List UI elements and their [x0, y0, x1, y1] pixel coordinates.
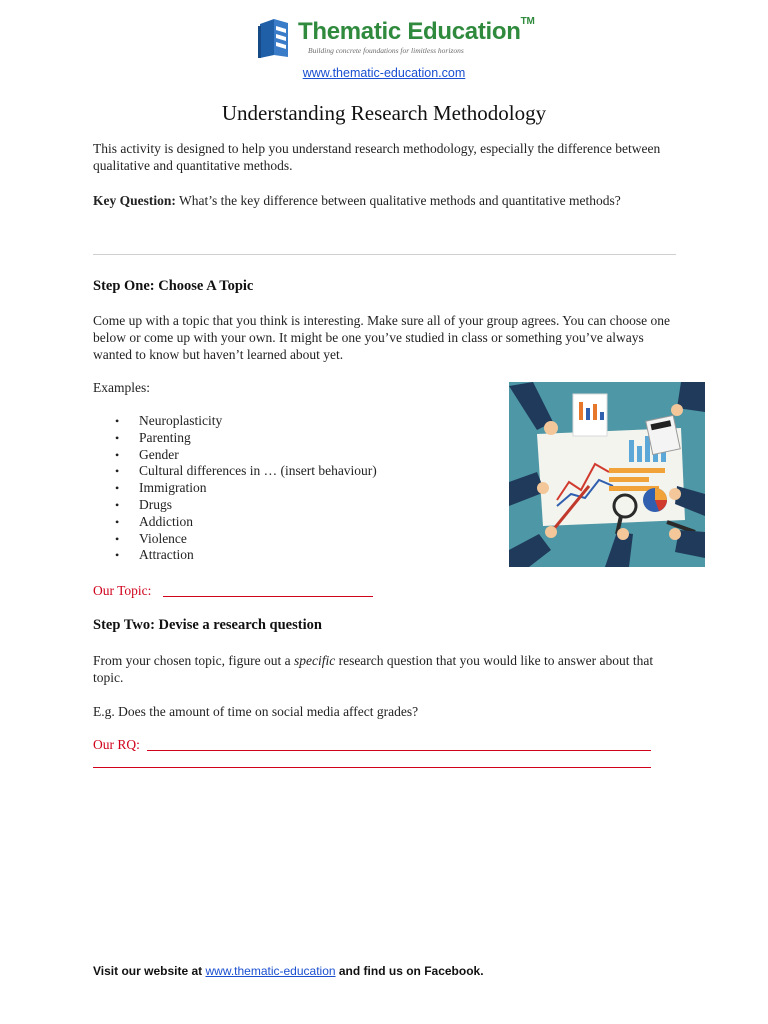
example-question: E.g. Does the amount of time on social media affect grades? — [93, 704, 419, 719]
list-item: • Immigration — [93, 480, 453, 497]
list-item: • Parenting — [93, 430, 453, 447]
brand-name: Thematic Education — [298, 18, 521, 45]
examples-label: Examples: — [93, 380, 150, 395]
step-two-paragraph — [93, 652, 678, 686]
our-topic-field[interactable] — [163, 596, 373, 597]
list-item: • Violence — [93, 531, 453, 548]
step-one-paragraph: Come up with a topic that you think is interesting. Make sure all of your group agrees. You can choose one below or come up with your own. It might be one you’ve studied in class or something you’ve always wanted to know but haven’t learned about yet. — [93, 313, 671, 362]
our-topic-label: Our Topic: — [93, 583, 152, 598]
step-one-heading: Step One: Choose A Topic — [93, 278, 254, 294]
brand-logo — [258, 14, 535, 58]
list-item: • Cultural differences in … (insert behaviour) — [93, 463, 453, 480]
list-item: • Neuroplasticity — [93, 413, 453, 430]
our-rq-field-line-2[interactable] — [93, 767, 651, 768]
footer-text-a: Visit our website at — [93, 964, 206, 978]
key-question-label: Key Question: — [93, 193, 176, 208]
key-question — [93, 192, 668, 209]
list-item: • Drugs — [93, 497, 453, 514]
research-illustration — [509, 382, 705, 567]
book-logo-icon — [258, 18, 292, 58]
intro-paragraph: This activity is designed to help you understand research methodology, especially the difference between qualitative and quantitative methods. — [93, 141, 661, 173]
step-two-emphasis: specific — [293, 653, 336, 668]
key-question-text: What’s the key difference between qualitative methods and quantitative methods? — [175, 193, 621, 208]
brand-trademark: TM — [520, 16, 535, 27]
page-title: Understanding Research Methodology — [221, 101, 547, 125]
footer-text — [93, 964, 484, 978]
step-two-text-b: research question that you would like to answer about that topic. — [93, 653, 654, 685]
footer-website-link[interactable]: www.thematic-education — [205, 964, 336, 978]
examples-list — [93, 413, 453, 564]
list-item: • Attraction — [93, 547, 453, 564]
step-two-text-a: From your chosen topic, figure out a — [93, 653, 294, 668]
section-divider — [93, 254, 676, 255]
list-item: • Gender — [93, 447, 453, 464]
footer-text-b: and find us on Facebook. — [335, 964, 484, 978]
step-two-heading: Step Two: Devise a research question — [93, 617, 322, 633]
website-link[interactable]: www.thematic-education.com — [302, 66, 466, 80]
our-rq-field-line-1[interactable] — [147, 750, 651, 751]
list-item: • Addiction — [93, 514, 453, 531]
our-rq-label: Our RQ: — [93, 737, 140, 752]
brand-tagline: Building concrete foundations for limitless horizons — [308, 46, 464, 55]
